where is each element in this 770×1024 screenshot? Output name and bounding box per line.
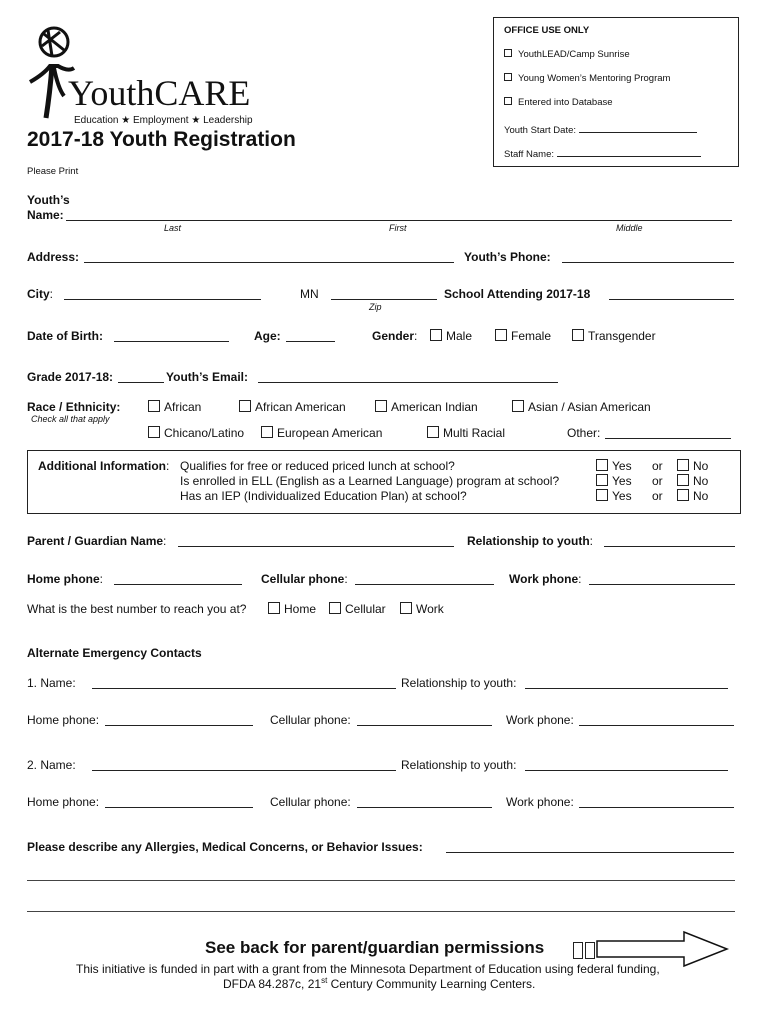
youth-phone-label: Youth’s Phone:	[464, 250, 551, 264]
race-chicano-latino[interactable]: Chicano/Latino	[148, 426, 244, 440]
allergies-line-3[interactable]	[27, 911, 735, 912]
cell-phone-field[interactable]	[355, 573, 494, 585]
age-field[interactable]	[286, 330, 335, 342]
zip-field[interactable]	[331, 288, 437, 300]
race-african[interactable]: African	[148, 400, 201, 414]
contact2-cell-label: Cellular phone:	[270, 795, 351, 809]
no-option[interactable]: No	[677, 459, 708, 473]
address-label: Address:	[27, 250, 80, 264]
city-field[interactable]	[64, 288, 261, 300]
no-option[interactable]: No	[677, 474, 708, 488]
zip-caption: Zip	[369, 302, 382, 312]
checkbox-icon[interactable]	[512, 400, 524, 412]
glyph-box-icon	[573, 942, 583, 959]
race-other-label: Other:	[567, 426, 601, 440]
parent-field[interactable]	[178, 535, 454, 547]
gender-male[interactable]: Male	[430, 329, 472, 343]
first-caption: First	[389, 223, 407, 233]
office-use-box	[493, 17, 739, 167]
parent-relationship-label: Relationship to youth:	[467, 534, 594, 548]
or-text: or	[652, 489, 663, 503]
grade-label: Grade 2017-18:	[27, 370, 114, 384]
parent-relationship-field[interactable]	[604, 535, 735, 547]
please-print: Please Print	[27, 166, 79, 177]
checkbox-icon[interactable]	[375, 400, 387, 412]
question-iep: Has an IEP (Individualized Education Plan) at school?	[180, 489, 467, 503]
parent-label: Parent / Guardian Name:	[27, 534, 167, 548]
or-text: or	[652, 459, 663, 473]
start-date-field[interactable]: Youth Start Date:	[504, 121, 697, 136]
email-field[interactable]	[258, 371, 558, 383]
gender-transgender[interactable]: Transgender	[572, 329, 656, 343]
contact2-work-label: Work phone:	[506, 795, 574, 809]
office-item[interactable]: YouthLEAD/Camp Sunrise	[504, 49, 630, 60]
allergies-field-1[interactable]	[446, 841, 734, 853]
cell-phone-label: Cellular phone:	[261, 572, 348, 586]
checkbox-icon[interactable]	[239, 400, 251, 412]
race-american-indian[interactable]: American Indian	[375, 400, 478, 414]
contact1-name-field[interactable]	[92, 677, 396, 689]
contact1-name-label: 1. Name:	[27, 676, 76, 690]
page-title: 2017-18 Youth Registration	[27, 128, 296, 151]
school-label: School Attending 2017-18	[444, 287, 591, 301]
staff-name-field[interactable]: Staff Name:	[504, 145, 701, 160]
checkbox-icon[interactable]	[148, 426, 160, 438]
contact1-home-label: Home phone:	[27, 713, 100, 727]
office-item[interactable]: Entered into Database	[504, 97, 613, 108]
yes-option[interactable]: Yes	[596, 459, 632, 473]
contact1-cell-field[interactable]	[357, 714, 492, 726]
gender-label: Gender:	[372, 329, 418, 343]
contact1-relationship-label: Relationship to youth:	[401, 676, 517, 690]
checkbox-icon[interactable]	[430, 329, 442, 341]
checkbox-icon[interactable]	[504, 49, 512, 57]
work-phone-label: Work phone:	[509, 572, 582, 586]
allergies-line-2[interactable]	[27, 880, 735, 881]
no-option[interactable]: No	[677, 489, 708, 503]
dob-label: Date of Birth:	[27, 329, 103, 343]
checkbox-icon[interactable]	[427, 426, 439, 438]
funding-line-1: This initiative is funded in part with a grant from the Minnesota Department of Education using federal funding,	[76, 962, 660, 976]
race-multi-racial[interactable]: Multi Racial	[427, 426, 505, 440]
allergies-label: Please describe any Allergies, Medical Concerns, or Behavior Issues:	[27, 840, 423, 854]
or-text: or	[652, 474, 663, 488]
youthcare-logo	[24, 22, 264, 132]
best-work[interactable]: Work	[400, 602, 444, 616]
contact1-work-label: Work phone:	[506, 713, 574, 727]
office-item[interactable]: Young Women’s Mentoring Program	[504, 73, 670, 84]
see-back-text: See back for parent/guardian permissions	[205, 938, 545, 957]
checkbox-icon[interactable]	[400, 602, 412, 614]
logo-tagline: Education ★ Employment ★ Leadership	[74, 115, 253, 126]
address-field[interactable]	[84, 251, 454, 263]
race-african-american[interactable]: African American	[239, 400, 346, 414]
race-asian[interactable]: Asian / Asian American	[512, 400, 651, 414]
checkbox-icon[interactable]	[596, 474, 608, 486]
home-phone-field[interactable]	[114, 573, 242, 585]
yes-option[interactable]: Yes	[596, 474, 632, 488]
emergency-heading: Alternate Emergency Contacts	[27, 646, 202, 660]
race-european-american[interactable]: European American	[261, 426, 382, 440]
checkbox-icon[interactable]	[329, 602, 341, 614]
contact2-work-field[interactable]	[579, 796, 734, 808]
contact2-home-field[interactable]	[105, 796, 253, 808]
work-phone-field[interactable]	[589, 573, 735, 585]
race-sub: Check all that apply	[31, 414, 110, 424]
contact2-relationship-field[interactable]	[525, 759, 728, 771]
additional-label: Additional Information:	[38, 459, 170, 473]
contact2-name-field[interactable]	[92, 759, 396, 771]
checkbox-icon[interactable]	[504, 73, 512, 81]
best-number-question: What is the best number to reach you at?	[27, 602, 247, 616]
checkbox-icon[interactable]	[495, 329, 507, 341]
grade-field[interactable]	[118, 371, 164, 383]
state-text: MN	[300, 287, 319, 301]
question-lunch: Qualifies for free or reduced priced lunch at school?	[180, 459, 455, 473]
checkbox-icon[interactable]	[148, 400, 160, 412]
contact2-home-label: Home phone:	[27, 795, 100, 809]
youth-name-field[interactable]	[66, 209, 732, 221]
checkbox-icon[interactable]	[596, 459, 608, 471]
race-label: Race / Ethnicity:	[27, 400, 121, 414]
last-caption: Last	[164, 223, 182, 233]
checkbox-icon[interactable]	[596, 489, 608, 501]
checkbox-icon[interactable]	[268, 602, 280, 614]
checkbox-icon[interactable]	[677, 474, 689, 486]
contact1-home-field[interactable]	[105, 714, 253, 726]
contact2-cell-field[interactable]	[357, 796, 492, 808]
race-other-field[interactable]	[605, 427, 731, 439]
youth-name-label-2: Name:	[27, 208, 64, 222]
glyph-box-icon	[585, 942, 595, 959]
school-field[interactable]	[609, 288, 734, 300]
youth-phone-field[interactable]	[562, 251, 734, 263]
middle-caption: Middle	[616, 223, 643, 233]
email-label: Youth’s Email:	[166, 370, 249, 384]
contact2-name-label: 2. Name:	[27, 758, 76, 772]
checkbox-icon[interactable]	[504, 97, 512, 105]
home-phone-label: Home phone:	[27, 572, 104, 586]
checkbox-icon[interactable]	[677, 489, 689, 501]
dob-field[interactable]	[114, 330, 229, 342]
logo-wordmark: YouthCARE	[68, 73, 251, 113]
city-label: City:	[27, 287, 54, 301]
gender-female[interactable]: Female	[495, 329, 551, 343]
office-heading: OFFICE USE ONLY	[504, 25, 590, 36]
question-ell: Is enrolled in ELL (English as a Learned Language) program at school?	[180, 474, 560, 488]
best-home[interactable]: Home	[268, 602, 316, 616]
checkbox-icon[interactable]	[572, 329, 584, 341]
checkbox-icon[interactable]	[677, 459, 689, 471]
contact2-relationship-label: Relationship to youth:	[401, 758, 517, 772]
age-label: Age:	[254, 329, 281, 343]
yes-option[interactable]: Yes	[596, 489, 632, 503]
checkbox-icon[interactable]	[261, 426, 273, 438]
youth-name-label-1: Youth’s	[27, 193, 70, 207]
contact1-relationship-field[interactable]	[525, 677, 728, 689]
contact1-cell-label: Cellular phone:	[270, 713, 351, 727]
best-cellular[interactable]: Cellular	[329, 602, 386, 616]
contact1-work-field[interactable]	[579, 714, 734, 726]
funding-line-2: DFDA 84.287c, 21st Century Community Learning Centers.	[223, 976, 536, 991]
